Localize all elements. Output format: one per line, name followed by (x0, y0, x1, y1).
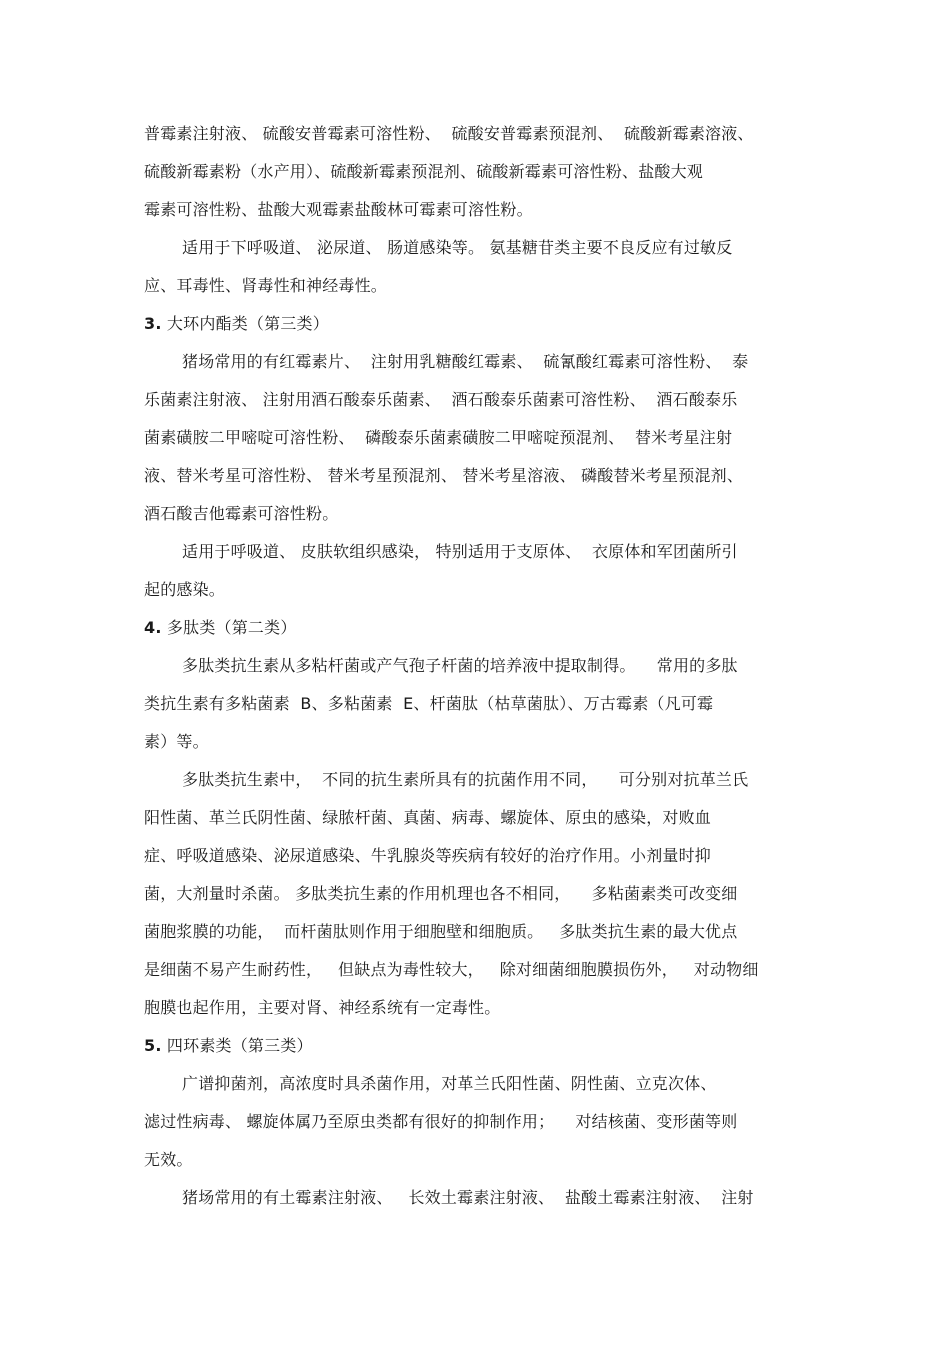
section-heading-tetracyclines (144, 1036, 313, 1056)
paragraph-start: 猪场常用的有红霉素片、 注射用乳糖酸红霉素、 硫氰酸红霉素可溶性粉、 泰 (182, 352, 749, 371)
text-line: 素）等。 (144, 732, 209, 751)
text-line: 乐菌素注射液、 注射用酒石酸泰乐菌素、 酒石酸泰乐菌素可溶性粉、 酒石酸泰乐 (144, 390, 738, 409)
paragraph-start: 适用于呼吸道、 皮肤软组织感染， 特别适用于支原体、 衣原体和军团菌所引 (182, 542, 738, 561)
heading-number: 3. (144, 314, 162, 333)
text-line: 类抗生素有多粘菌素 B、多粘菌素 E、杆菌肽（枯草菌肽）、万古霉素（凡可霉 (144, 694, 714, 713)
paragraph-start: 广谱抑菌剂，高浓度时具杀菌作用，对革兰氏阳性菌、阴性菌、立克次体、 (182, 1074, 717, 1093)
text-line: 阳性菌、革兰氏阴性菌、绿脓杆菌、真菌、病毒、螺旋体、原虫的感染，对败血 (144, 808, 712, 827)
text-line: 胞膜也起作用，主要对肾、神经系统有一定毒性。 (144, 998, 501, 1017)
text-line: 起的感染。 (144, 580, 226, 599)
text-line: 菌，大剂量时杀菌。 多肽类抗生素的作用机理也各不相同， 多粘菌素类可改变细 (144, 884, 738, 903)
text-line: 酒石酸吉他霉素可溶性粉。 (144, 504, 339, 523)
text-line: 液、替米考星可溶性粉、 替米考星预混剂、 替米考星溶液、 磷酸替米考星预混剂、 (144, 466, 744, 485)
text-line: 无效。 (144, 1150, 193, 1169)
heading-number: 4. (144, 618, 162, 637)
text-line: 滤过性病毒、 螺旋体属乃至原虫类都有很好的抑制作用； 对结核菌、变形菌等则 (144, 1112, 738, 1131)
section-heading-polypeptides (144, 618, 297, 638)
paragraph-start: 猪场常用的有土霉素注射液、 长效土霉素注射液、 盐酸土霉素注射液、 注射 (182, 1188, 754, 1207)
text-line: 普霉素注射液、 硫酸安普霉素可溶性粉、 硫酸安普霉素预混剂、 硫酸新霉素溶液、 (144, 124, 754, 143)
text-line: 菌素磺胺二甲嘧啶可溶性粉、 磷酸泰乐菌素磺胺二甲嘧啶预混剂、 替米考星注射 (144, 428, 733, 447)
paragraph-start: 适用于下呼吸道、 泌尿道、 肠道感染等。 氨基糖苷类主要不良反应有过敏反 (182, 238, 733, 257)
heading-text: 大环内酯类（第三类） (166, 314, 329, 333)
text-line: 症、呼吸道感染、泌尿道感染、牛乳腺炎等疾病有较好的治疗作用。小剂量时抑 (144, 846, 712, 865)
text-line: 硫酸新霉素粉（水产用）、硫酸新霉素预混剂、硫酸新霉素可溶性粉、盐酸大观 (144, 162, 704, 181)
text-line: 菌胞浆膜的功能， 而杆菌肽则作用于细胞壁和细胞质。 多肽类抗生素的最大优点 (144, 922, 738, 941)
heading-number: 5. (144, 1036, 162, 1055)
text-line: 应、耳毒性、肾毒性和神经毒性。 (144, 276, 388, 295)
heading-text: 多肽类（第二类） (166, 618, 297, 637)
paragraph-start: 多肽类抗生素中， 不同的抗生素所具有的抗菌作用不同， 可分别对抗革兰氏 (182, 770, 749, 789)
text-line: 是细菌不易产生耐药性， 但缺点为毒性较大， 除对细菌细胞膜损伤外， 对动物细 (144, 960, 759, 979)
text-line: 霉素可溶性粉、盐酸大观霉素盐酸林可霉素可溶性粉。 (144, 200, 533, 219)
heading-text: 四环素类（第三类） (166, 1036, 313, 1055)
section-heading-macrolides (144, 314, 329, 334)
paragraph-start: 多肽类抗生素从多粘杆菌或产气孢子杆菌的培养液中提取制得。 常用的多肽 (182, 656, 738, 675)
